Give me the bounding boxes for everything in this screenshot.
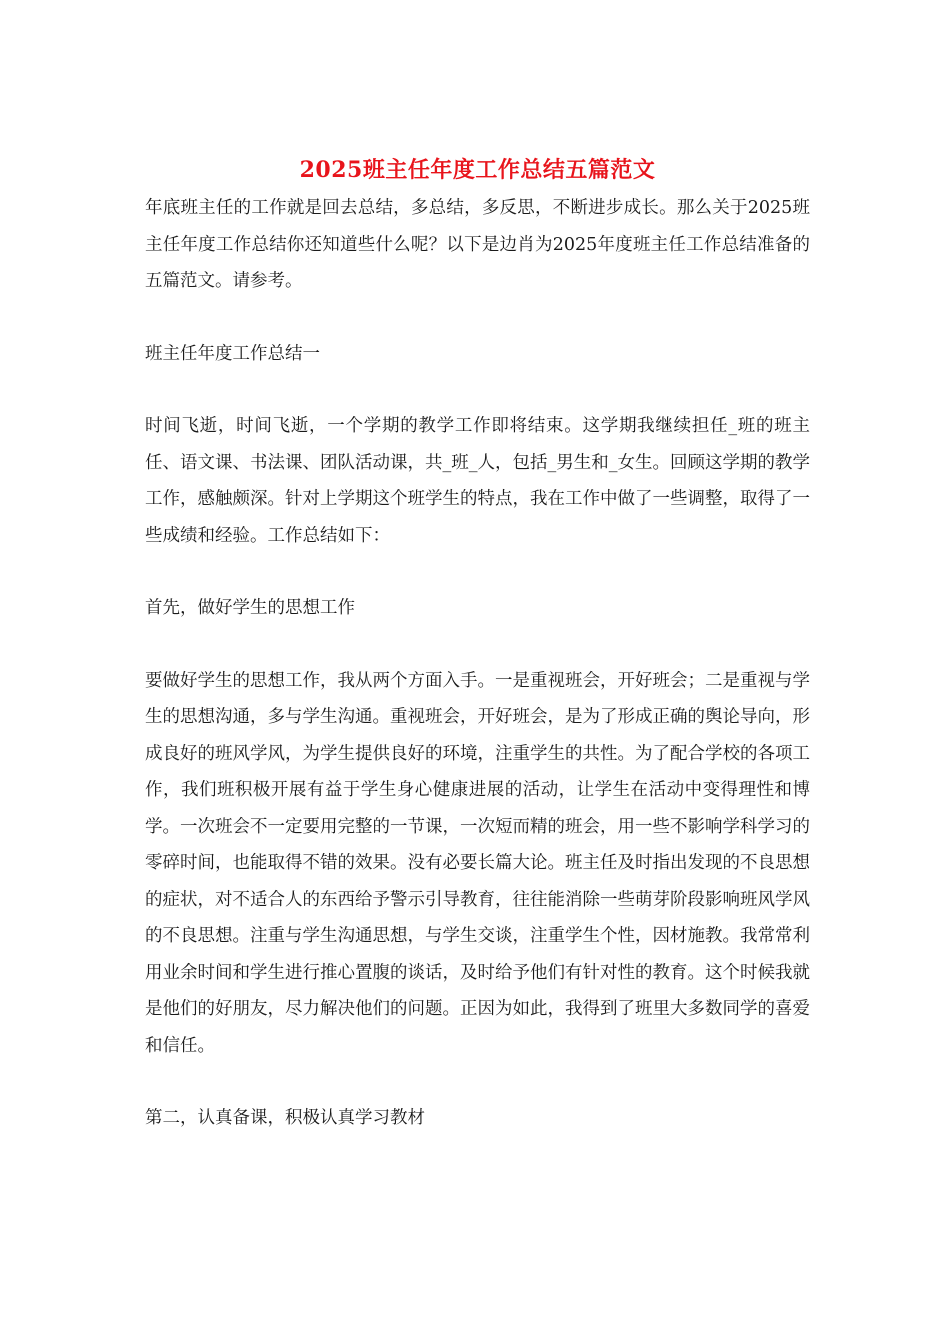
- section-heading-first: 首先，做好学生的思想工作: [145, 598, 355, 618]
- intro-paragraph: 年底班主任的工作就是回去总结，多总结，多反思，不断进步成长。那么关于2025班主任年度工作总结你还知道些什么呢？以下是边肖为2025年度班主任工作总结准备的五篇范文。请参考。: [145, 198, 810, 291]
- document-body: [145, 150, 810, 1137]
- section-heading-second: 第二，认真备课，积极认真学习教材: [145, 1108, 425, 1128]
- document-title: 2025班主任年度工作总结五篇范文: [299, 157, 656, 183]
- body-paragraph-semester: 时间飞逝，时间飞逝，一个学期的教学工作即将结束。这学期我继续担任_班的班主任、语文课、书法课、团队活动课，共_班_人，包括_男生和_女生。回顾这学期的教学工作，感触颇深。针对上学期这个班学生的特点，我在工作中做了一些调整，取得了一些成绩和经验。工作总结如下：: [145, 416, 810, 546]
- body-paragraph-thought-work: 要做好学生的思想工作，我从两个方面入手。一是重视班会，开好班会；二是重视与学生的思想沟通，多与学生沟通。重视班会，开好班会，是为了形成正确的舆论导向，形成良好的班风学风，为学生提供良好的环境，注重学生的共性。为了配合学校的各项工作，我们班积极开展有益于学生身心健康进展的活动，让学生在活动中变得理性和博学。一次班会不一定要用完整的一节课，一次短而精的班会，用一些不影响学科学习的零碎时间，也能取得不错的效果。没有必要长篇大论。班主任及时指出发现的不良思想的症状，对不适合人的东西给予警示引导教育，往往能消除一些萌芽阶段影响班风学风的不良思想。注重与学生沟通思想，与学生交谈，注重学生个性，因材施教。我常常利用业余时间和学生进行推心置腹的谈话，及时给予他们有针对性的教育。这个时候我就是他们的好朋友，尽力解决他们的问题。正因为如此，我得到了班里大多数同学的喜爱和信任。: [145, 670, 810, 1056]
- section-heading-summary-one: 班主任年度工作总结一: [145, 343, 320, 364]
